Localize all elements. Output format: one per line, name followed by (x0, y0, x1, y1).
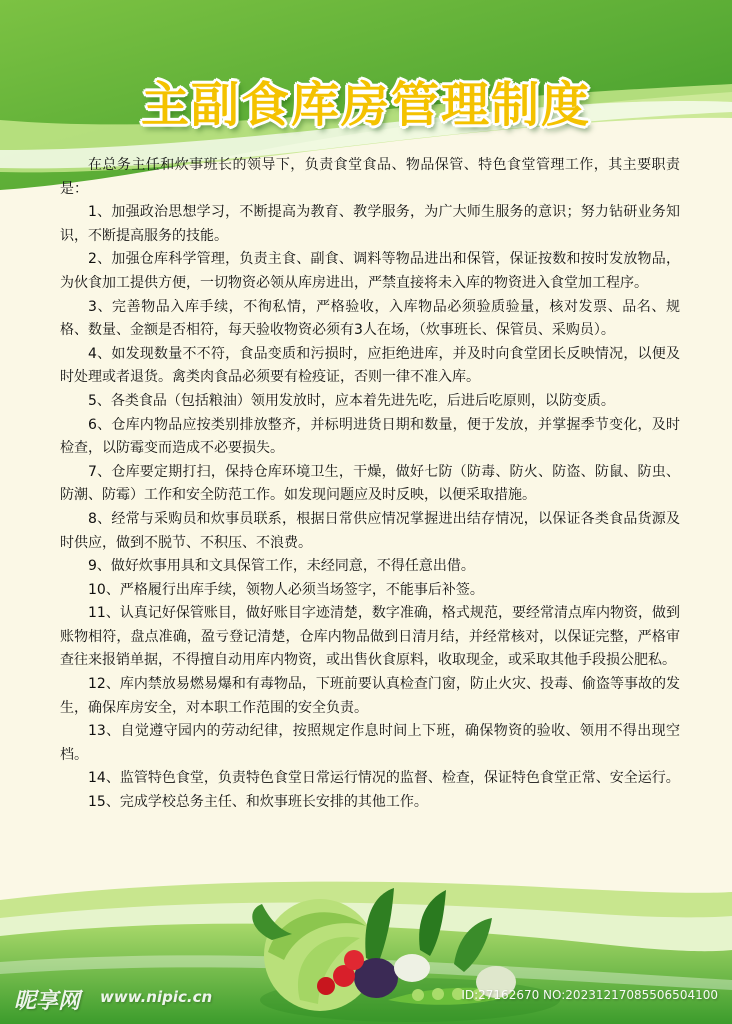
rule-item: 8、经常与采购员和炊事员联系，根据日常供应情况掌握进出结存情况，以保证各类食品货源及时供应，做到不脱节、不积压、不浪费。 (60, 510, 680, 551)
rule-item: 4、如发现数量不不符，食品变质和污损时，应拒绝进库，并及时向食堂团长反映情况，以便及时处理或者退货。禽类肉食品必须要有检疫证，否则一律不准入库。 (60, 345, 680, 386)
rule-item: 1、加强政治思想学习，不断提高为教育、教学服务，为广大师生服务的意识；努力钻研业务知识，不断提高服务的技能。 (60, 204, 680, 244)
rule-item: 6、仓库内物品应按类别排放整齐，并标明进货日期和数量，便于发放，并掌握季节变化，及时检查，以防霉变而造成不必要损失。 (60, 416, 680, 457)
rule-item: 15、完成学校总务主任、和炊事班长安排的其他工作。 (88, 794, 428, 811)
page-title: 主副食库房管理制度 (140, 77, 591, 133)
rule-item: 11、认真记好保管账目，做好账目字迹清楚，数字准确，格式规范，要经常清点库内物资，做到账物相符，盘点准确，盈亏登记清楚，仓库内物品做到日清月结，并经常核对，以保证完整，严格审查往来报销单据，不得擅自动用库内物资，或出售伙食原料，收取现金，或采取其他手段损公肥私。 (60, 605, 680, 669)
rule-item: 2、加强仓库科学管理，负责主食、副食、调料等物品进出和保管，保证按数和按时发放物品，为伙食加工提供方便，一切物资必领从库房进出，严禁直接将未入库的物资进入食堂加工程序。 (60, 251, 680, 291)
rule-item: 3、完善物品入库手续，不徇私情，严格验收，入库物品必须验质验量，核对发票、品名、规格、数量、金额是否相符，每天验收物资必须有3人在场，（炊事班长、保管员、采购员）。 (60, 298, 680, 339)
rule-item: 7、仓库要定期打扫，保持仓库环境卫生，干燥，做好七防（防毒、防火、防盗、防鼠、防虫、防潮、防霉）工作和安全防范工作。如发现问题应及时反映，以便采取措施。 (60, 463, 680, 504)
rule-item: 14、监管特色食堂，负责特色食堂日常运行情况的监督、检查，保证特色食堂正常、安全运行。 (88, 770, 680, 787)
regulation-body (60, 154, 680, 815)
rule-item: 12、库内禁放易燃易爆和有毒物品，下班前要认真检查门窗，防止火灾、投毒、偷盗等事故的发生，确保库房安全，对本职工作范围的安全负责。 (60, 676, 680, 716)
rule-item: 5、各类食品（包括粮油）领用发放时，应本着先进先吃，后进后吃原则，以防变质。 (88, 392, 615, 409)
watermark-logo: 昵享网 (14, 989, 81, 1014)
rule-item: 13、自觉遵守园内的劳动纪律，按照规定作息时间上下班，确保物资的验收、领用不得出现空档。 (60, 723, 680, 763)
watermark-id: ID:27162670 NO:20231217085506504100 (461, 988, 718, 1002)
watermark-url: www.nipic.cn (100, 988, 213, 1006)
rule-item: 10、严格履行出库手续，领物人必须当场签字，不能事后补签。 (88, 581, 484, 598)
intro-paragraph: 在总务主任和炊事班长的领导下，负责食堂食品、物品保管、特色食堂管理工作，其主要职责是： (60, 157, 680, 197)
rule-item: 9、做好炊事用具和文具保管工作，未经同意，不得任意出借。 (88, 558, 475, 575)
